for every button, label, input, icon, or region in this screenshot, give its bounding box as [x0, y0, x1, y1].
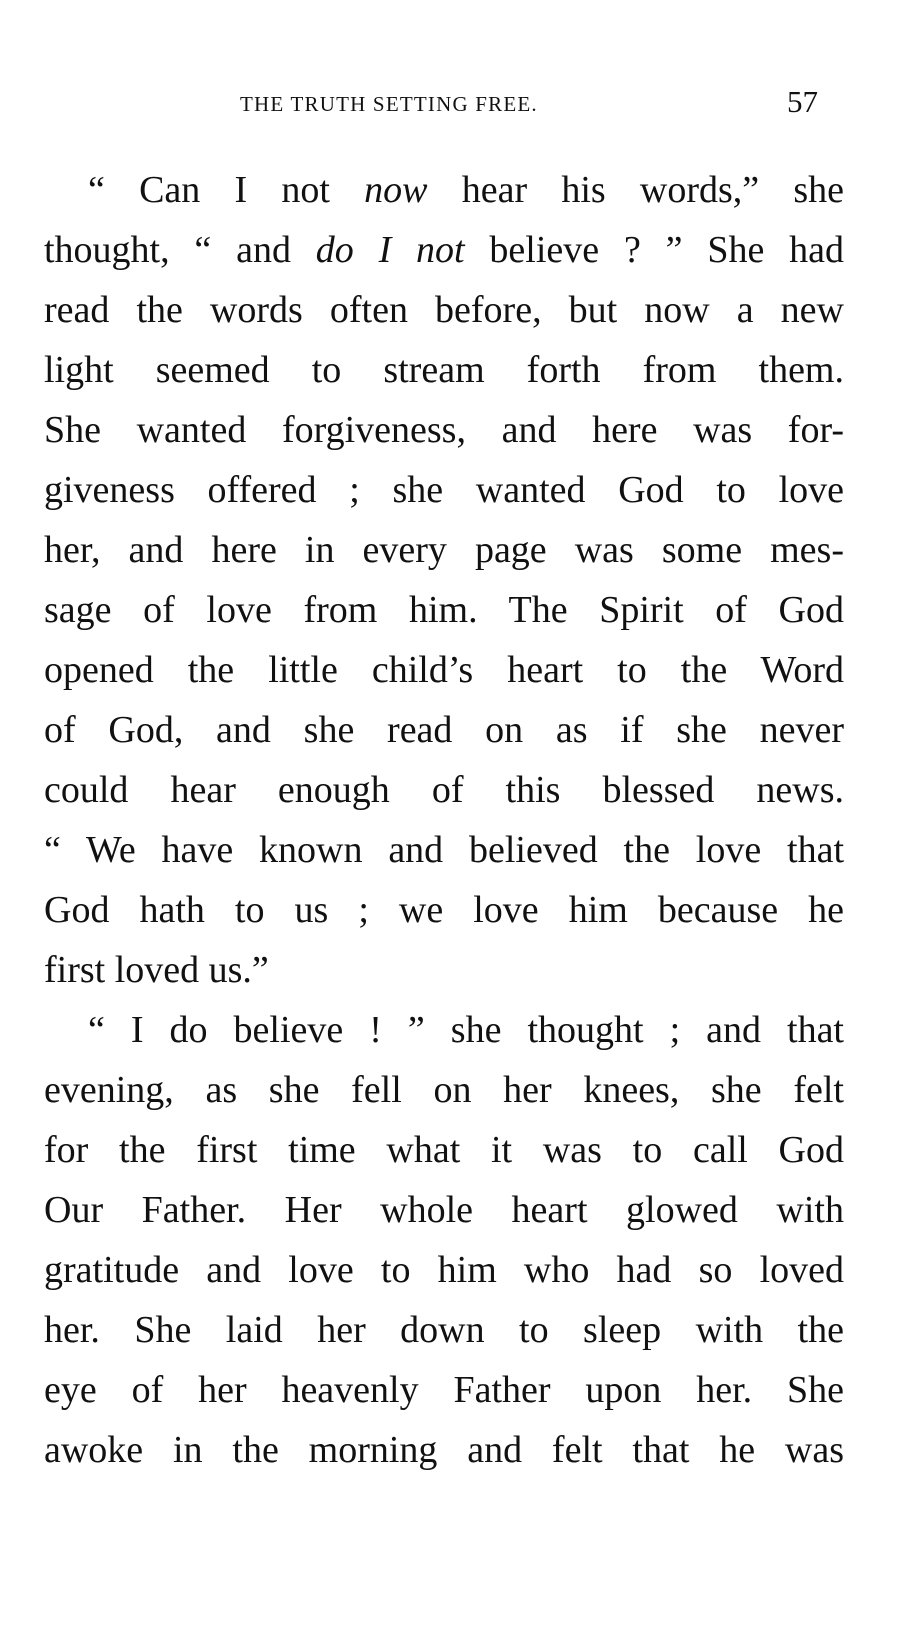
text-line-15: “ I do believe ! ” she thought ; and that	[88, 1009, 844, 1051]
text-line-18: Our Father. Her whole heart glowed with	[44, 1189, 844, 1231]
text-line-20: her. She laid her down to sleep with the	[44, 1309, 844, 1351]
body-text	[44, 160, 844, 1480]
text-line-17: for the first time what it was to call God	[44, 1129, 844, 1171]
text-line-19: gratitude and love to him who had so loved	[44, 1249, 844, 1291]
text-line-2: thought, “ and do I not believe ? ” She had	[44, 229, 844, 271]
page-number: 57	[787, 84, 818, 119]
text-line-22: awoke in the morning and felt that he was	[44, 1429, 844, 1471]
text-line-14: first loved us.”	[44, 949, 269, 991]
page-header	[44, 86, 844, 126]
text-line-13: God hath to us ; we love him because he	[44, 889, 844, 931]
text-line-8: sage of love from him. The Spirit of God	[44, 589, 844, 631]
text-line-3: read the words often before, but now a new	[44, 289, 844, 331]
text-line-7: her, and here in every page was some mes-	[44, 529, 844, 571]
text-line-6: giveness offered ; she wanted God to love	[44, 469, 844, 511]
text-line-12: “ We have known and believed the love that	[44, 829, 844, 871]
text-line-21: eye of her heavenly Father upon her. She	[44, 1369, 844, 1411]
text-line-10: of God, and she read on as if she never	[44, 709, 844, 751]
text-line-9: opened the little child’s heart to the Word	[44, 649, 844, 691]
text-line-4: light seemed to stream forth from them.	[44, 349, 844, 391]
text-line-1: “ Can I not now hear his words,” she	[88, 169, 844, 211]
running-title: THE TRUTH SETTING FREE.	[240, 92, 538, 116]
text-line-11: could hear enough of this blessed news.	[44, 769, 844, 811]
text-line-5: She wanted forgiveness, and here was for-	[44, 409, 844, 451]
text-line-16: evening, as she fell on her knees, she felt	[44, 1069, 844, 1111]
